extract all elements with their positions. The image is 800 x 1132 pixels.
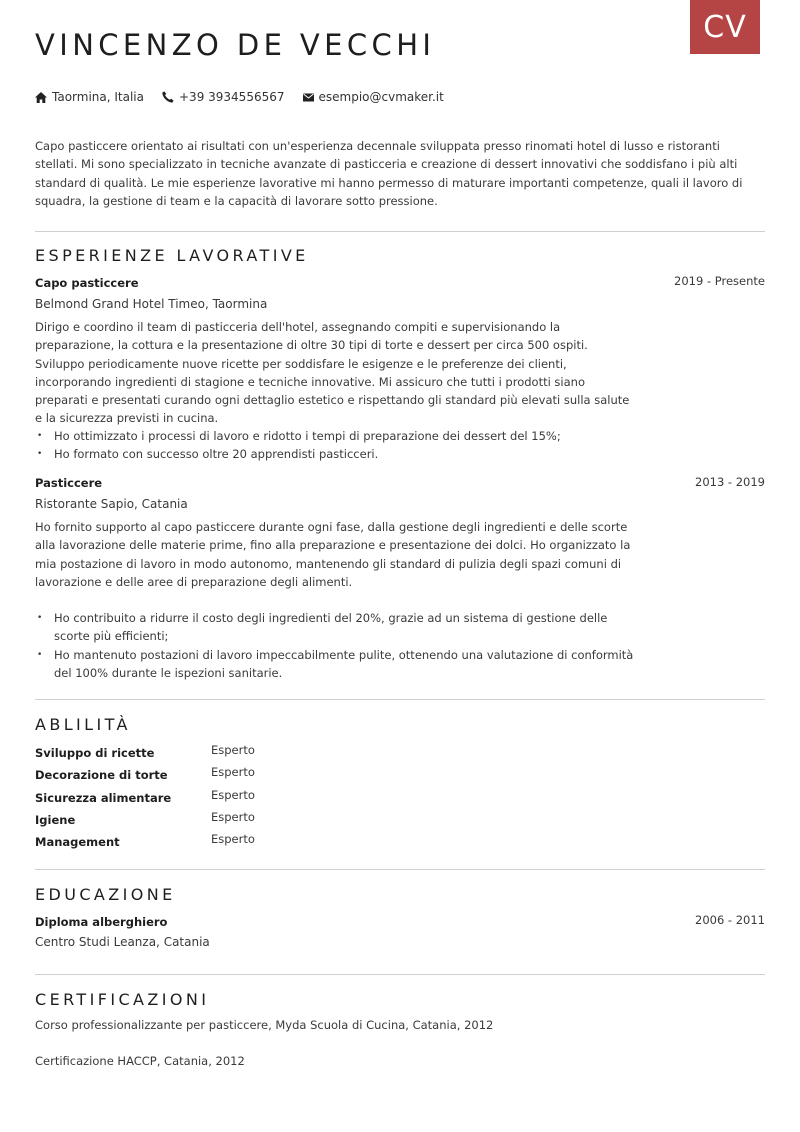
profile-summary: Capo pasticcere orientato ai risultati con un'esperienza decennale sviluppata presso rinomati hotel di lusso e ristoranti stellati. Mi sono specializzato in tecniche avanzate di pasticceria e creazione di dessert innovativi che soddisfano i più alti standard di qualità. Le mie esperienze lavorative mi hanno permesso di maturare importanti competenze, quali il lavoro di squadra, la gestione di team e la capacità di lavorare sotto pressione. (35, 139, 743, 208)
contact-location (35, 90, 144, 104)
skill-row (35, 742, 435, 764)
home-icon (35, 92, 47, 103)
skill-level: Esperto (211, 787, 255, 802)
divider (35, 974, 765, 975)
education-title: Diploma alberghiero (35, 915, 168, 929)
skill-name: Igiene (35, 813, 76, 828)
skill-level: Esperto (211, 810, 255, 825)
certification-item: Certificazione HACCP, Catania, 2012 (35, 1054, 245, 1068)
achievement-item: • Ho ottimizzato i processi di lavoro e ridotto i tempi di preparazione dei dessert del 15%; (35, 427, 640, 445)
cv-badge: CV (690, 0, 760, 54)
section-title-certifications: CERTIFICAZIONI (35, 990, 210, 1009)
job-title: Pasticcere (35, 476, 103, 490)
skill-name: Sviluppo di ricette (35, 746, 155, 761)
job-date: 2019 - Presente (674, 274, 765, 288)
achievement-item: • Ho contribuito a ridurre il costo degli ingredienti del 20%, grazie ad un sistema di gestione delle scorte più efficienti; (35, 609, 640, 646)
job-achievements (35, 427, 640, 464)
job-company: Belmond Grand Hotel Timeo, Taormina (35, 297, 268, 311)
contact-location-text: Taormina, Italia (52, 90, 144, 104)
achievement-item: • Ho mantenuto postazioni di lavoro impeccabilmente pulite, ottenendo una valutazione di conformità del 100% durante le ispezioni sanitarie. (35, 646, 640, 683)
job-achievements (35, 609, 640, 682)
skill-level: Esperto (211, 765, 255, 780)
skill-level: Esperto (211, 832, 255, 847)
skill-row (35, 831, 435, 853)
divider (35, 869, 765, 870)
job-description: Dirigo e coordino il team di pasticceria dell'hotel, assegnando compiti e supervisionando la preparazione, la cottura e la presentazione di oltre 30 tipi di torte e dessert per circa 500 ospiti. Sviluppo periodicamente nuove ricette per soddisfare le esigenze e le preferenze dei clienti, incorporando ingredienti di stagione e tecniche innovative. Mi assicuro che tutti i prodotti siano preparati e presentati curando ogni dettaglio estetico e rispettando gli standard più elevati sulla salute e la sicurezza previsti in cucina. (35, 320, 630, 426)
section-title-education: EDUCAZIONE (35, 885, 176, 904)
contact-bar (35, 90, 462, 104)
skill-row (35, 787, 435, 809)
contact-phone[interactable] (162, 90, 285, 104)
skill-level: Esperto (211, 743, 255, 758)
contact-email[interactable] (303, 90, 444, 104)
job-title: Capo pasticcere (35, 276, 139, 290)
section-title-skills: ABLILITÀ (35, 715, 131, 734)
envelope-icon (303, 93, 314, 102)
job-description: Ho fornito supporto al capo pasticcere durante ogni fase, dalla gestione degli ingredienti e delle scorte alla lavorazione delle materie prime, fino alla preparazione e presentazione dei dolci. Ho organizzato la mia postazione di lavoro in modo autonomo, mantenendo gli standard di pulizia degli spazi comuni di lavorazione e delle aree di preparazione degli alimenti. (35, 520, 631, 589)
certification-item: Corso professionalizzante per pasticcere, Myda Scuola di Cucina, Catania, 2012 (35, 1018, 494, 1032)
education-school: Centro Studi Leanza, Catania (35, 935, 210, 949)
skills-list (35, 742, 435, 853)
education-date: 2006 - 2011 (695, 913, 765, 927)
skill-row (35, 764, 435, 786)
divider (35, 699, 765, 700)
achievement-item: • Ho formato con successo oltre 20 apprendisti pasticceri. (35, 445, 640, 463)
contact-email-text: esempio@cvmaker.it (318, 90, 444, 104)
skill-name: Decorazione di torte (35, 768, 168, 783)
divider (35, 231, 765, 232)
skill-name: Sicurezza alimentare (35, 790, 172, 805)
section-title-experience: ESPERIENZE LAVORATIVE (35, 246, 309, 265)
candidate-name: VINCENZO DE VECCHI (35, 28, 436, 62)
phone-icon (162, 91, 174, 103)
job-company: Ristorante Sapio, Catania (35, 497, 188, 511)
skill-row (35, 809, 435, 831)
contact-phone-text: +39 3934556567 (179, 90, 285, 104)
skill-name: Management (35, 835, 120, 850)
job-date: 2013 - 2019 (695, 475, 765, 489)
